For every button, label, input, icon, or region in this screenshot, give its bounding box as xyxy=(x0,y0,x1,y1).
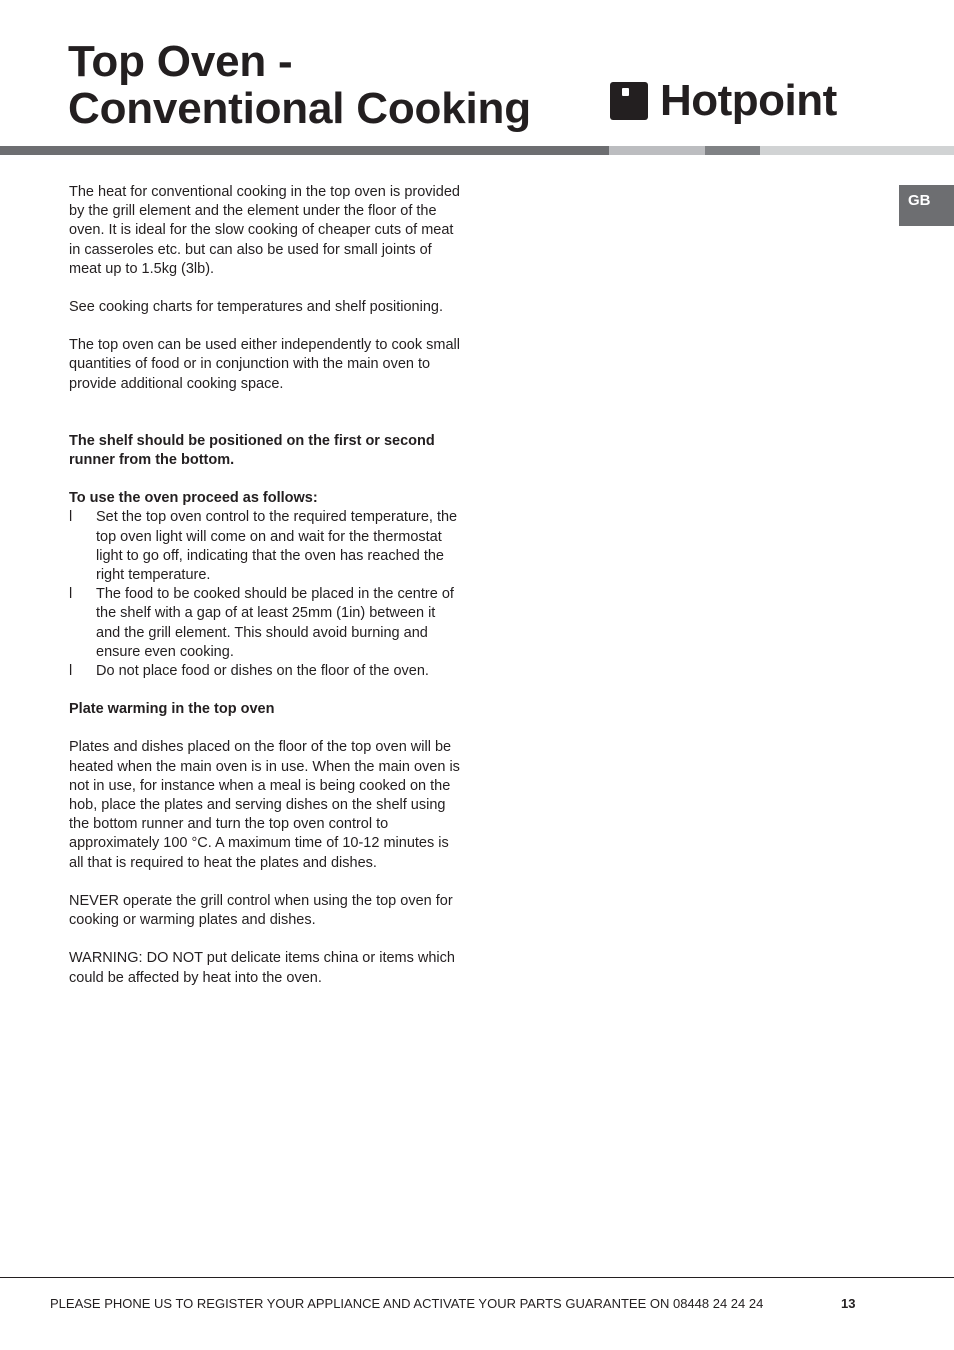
list-item xyxy=(69,662,461,681)
bullet-icon: l xyxy=(69,586,73,603)
usage-note: The top oven can be used either independently to cook small quantities of food or in conjunction with the main oven to provide additional cooking space. xyxy=(69,337,460,392)
header-bar-segment xyxy=(0,146,609,155)
intro-paragraph: The heat for conventional cooking in the top oven is provided by the grill element and the element under the floor of the oven. It is ideal for the slow cooking of cheaper cuts of meat in casseroles etc. but can also be used for small joints of meat up to 1.5kg (3lb). xyxy=(69,184,460,277)
bullet-icon: l xyxy=(69,509,73,526)
plate-warming-text: Plates and dishes placed on the floor of the top oven will be heated when the main oven is in use. When the main oven is not in use, for instance when a meal is being cooked on the hob, place the plates and serving dishes on the shelf using the bottom runner and turn the top oven control to approximately 100 °C. A maximum time of 10-12 minutes is all that is required to heat the plates and dishes. xyxy=(69,739,460,871)
title-line-2: Conventional Cooking xyxy=(68,84,531,133)
footer-text: PLEASE PHONE US TO REGISTER YOUR APPLIANCE AND ACTIVATE YOUR PARTS GUARANTEE ON 08448 24 24 24 xyxy=(50,1296,764,1311)
step-text: Set the top oven control to the required temperature, the top oven light will come on and wait for the thermostat light to go off, indicating that the oven has reached the right temperature. xyxy=(96,509,458,584)
brand-name: Hotpoint xyxy=(660,76,837,125)
header-bar-segment xyxy=(760,146,954,155)
list-item xyxy=(69,508,461,585)
charts-note: See cooking charts for temperatures and shelf positioning. xyxy=(69,299,443,316)
proceed-heading: To use the oven proceed as follows: xyxy=(69,490,318,507)
bullet-icon: l xyxy=(69,663,73,680)
header-bar-segment xyxy=(705,146,760,155)
warning-note: WARNING: DO NOT put delicate items china or items which could be affected by heat into the oven. xyxy=(69,950,455,986)
list-item xyxy=(69,585,461,662)
main-content xyxy=(69,183,461,988)
language-tab: GB xyxy=(899,185,954,226)
brand-logo xyxy=(610,78,837,124)
step-text: The food to be cooked should be placed in the centre of the shelf with a gap of at least 25mm (1in) between it and the grill element. This should avoid burning and ensure even cooking. xyxy=(96,586,454,660)
header-bar-segment xyxy=(609,146,705,155)
never-note: NEVER operate the grill control when using the top oven for cooking or warming plates and dishes. xyxy=(69,892,453,929)
steps-list xyxy=(69,508,461,681)
footer-divider xyxy=(0,1277,954,1278)
plate-warming-heading: Plate warming in the top oven xyxy=(69,701,275,718)
brand-mark-icon xyxy=(610,82,648,120)
title-line-1: Top Oven - xyxy=(68,37,293,86)
page-title xyxy=(68,38,531,132)
page-number: 13 xyxy=(841,1296,856,1311)
step-text: Do not place food or dishes on the floor of the oven. xyxy=(96,663,429,680)
shelf-note: The shelf should be positioned on the first or second runner from the bottom. xyxy=(69,432,435,469)
